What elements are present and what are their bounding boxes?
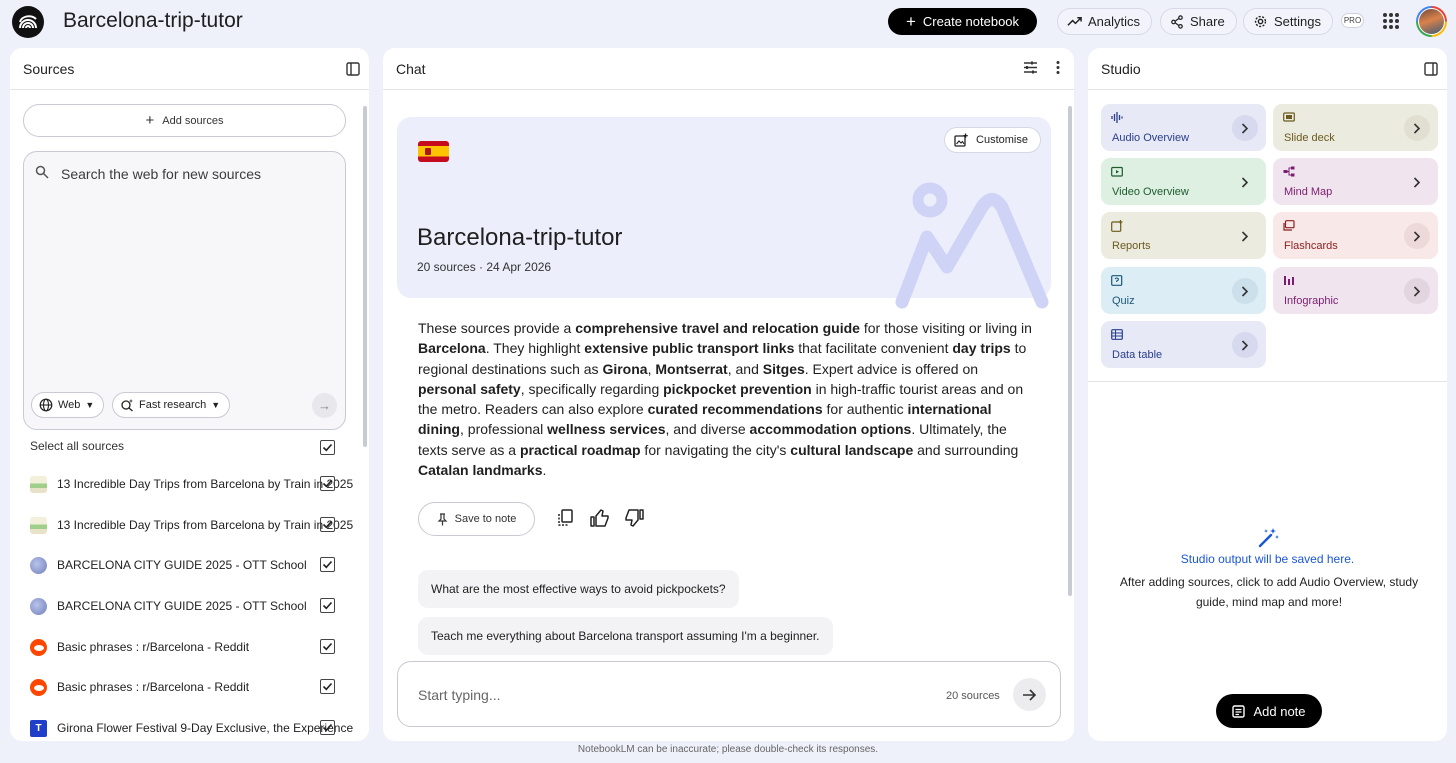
research-mode-dropdown[interactable] — [112, 392, 230, 418]
source-item[interactable] — [30, 474, 354, 494]
summary-text: , professional — [460, 421, 548, 438]
flashcards-icon — [1283, 220, 1295, 234]
summary-highlight: extensive public transport links — [584, 340, 795, 357]
add-note-label: Add note — [1253, 703, 1306, 719]
avatar[interactable] — [1416, 6, 1447, 37]
overview-meta: 20 sources · 24 Apr 2026 — [417, 260, 552, 274]
source-item[interactable] — [30, 555, 350, 575]
create-notebook-label: Create notebook — [922, 14, 1020, 29]
studio-empty-title: Studio output will be saved here. — [1180, 552, 1355, 566]
customise-button[interactable] — [944, 127, 1041, 153]
chat-panel — [383, 48, 1074, 741]
search-input[interactable]: Search the web for new sources — [61, 166, 261, 182]
globe-icon — [30, 557, 47, 574]
summary-text: for navigating the city's — [640, 441, 791, 458]
studio-title: Studio — [1101, 60, 1141, 77]
select-all-label: Select all sources — [30, 439, 125, 453]
source-checkbox[interactable] — [320, 720, 335, 735]
sources-panel — [10, 48, 369, 741]
collapse-panel-icon[interactable] — [1424, 62, 1438, 76]
summary-text: . Expert advice is offered on — [804, 360, 979, 377]
settings-label: Settings — [1274, 14, 1321, 29]
disclaimer-footer: NotebookLM can be inaccurate; please double-check its responses. — [577, 744, 879, 755]
summary-highlight: personal safety — [418, 380, 521, 397]
source-title: 13 Incredible Day Trips from Barcelona by Train in 2025 — [57, 477, 354, 491]
summary-highlight: Catalan landmarks — [418, 462, 543, 479]
gear-icon — [1253, 14, 1268, 29]
more-vert-icon[interactable] — [1056, 60, 1060, 75]
pin-icon — [437, 513, 448, 526]
data-table-icon — [1111, 329, 1123, 343]
chat-title: Chat — [396, 60, 426, 77]
suggested-question[interactable]: Teach me everything about Barcelona transport assuming I'm a beginner. — [418, 617, 833, 655]
globe-icon — [30, 598, 47, 615]
save-to-note-button[interactable] — [418, 502, 535, 536]
summary-highlight: Sitges — [762, 360, 805, 377]
settings-button[interactable] — [1243, 8, 1333, 35]
studio-tile-video-overview[interactable] — [1101, 158, 1266, 205]
source-title: Basic phrases : r/Barcelona - Reddit — [57, 640, 250, 654]
source-title: Basic phrases : r/Barcelona - Reddit — [57, 680, 250, 694]
reddit-icon — [30, 639, 47, 656]
source-item[interactable] — [30, 637, 350, 657]
summary-text: , — [647, 360, 656, 377]
source-item[interactable] — [30, 596, 350, 616]
chevron-right-icon[interactable] — [1232, 332, 1258, 358]
share-button[interactable] — [1160, 8, 1237, 35]
studio-empty-description: After adding sources, click to add Audio Overview, study guide, mind map and more! — [1119, 575, 1419, 609]
infographic-icon — [1283, 275, 1295, 289]
summary-highlight: practical roadmap — [519, 441, 641, 458]
apps-grid-icon[interactable] — [1383, 13, 1399, 29]
reports-icon — [1111, 220, 1123, 235]
divider — [1088, 381, 1447, 382]
globe-icon — [39, 398, 53, 412]
submit-search-button[interactable] — [312, 393, 337, 418]
chevron-right-icon[interactable] — [1232, 169, 1258, 195]
share-icon — [1170, 15, 1184, 29]
pro-badge: PRO — [1341, 13, 1364, 28]
notebooklm-logo-icon[interactable] — [12, 6, 44, 38]
source-checkbox[interactable] — [320, 639, 335, 654]
studio-tile-label: Slide deck — [1284, 132, 1335, 144]
source-checkbox[interactable] — [320, 598, 335, 613]
summary-highlight: day trips — [952, 340, 1011, 357]
studio-tile-label: Data table — [1112, 349, 1163, 361]
slides-icon — [1283, 112, 1295, 126]
audio-waveform-icon — [1111, 112, 1123, 126]
site-favicon — [30, 517, 47, 534]
source-item[interactable] — [30, 515, 354, 535]
t-icon: T — [30, 720, 47, 737]
studio-tile-data-table[interactable] — [1101, 321, 1266, 368]
source-item[interactable] — [30, 718, 354, 738]
overview-title: Barcelona-trip-tutor — [417, 224, 623, 251]
web-search-box[interactable] — [23, 151, 346, 430]
studio-tile-label: Reports — [1112, 240, 1151, 252]
save-to-note-label: Save to note — [454, 513, 517, 525]
summary-text: for those visiting or living in — [859, 320, 1032, 336]
sources-scrollbar[interactable] — [363, 106, 367, 447]
studio-tile-label: Infographic — [1284, 295, 1339, 307]
notebook-title[interactable]: Barcelona-trip-tutor — [63, 9, 243, 32]
customise-label: Customise — [976, 134, 1028, 146]
summary-highlight: international dining — [418, 401, 992, 438]
trending-up-icon — [1067, 14, 1082, 29]
thumbs-up-icon[interactable] — [590, 509, 610, 527]
chat-composer[interactable] — [397, 661, 1061, 727]
studio-tile-label: Video Overview — [1112, 186, 1189, 198]
summary-highlight: comprehensive travel and relocation guide — [575, 320, 860, 336]
summary-highlight: wellness services — [547, 421, 666, 438]
select-all-checkbox[interactable] — [320, 440, 335, 455]
note-icon — [1232, 705, 1245, 718]
source-checkbox[interactable] — [320, 517, 335, 532]
summary-text: . They highlight — [485, 340, 585, 357]
source-title: BARCELONA CITY GUIDE 2025 - OTT School — [57, 558, 307, 572]
summary-highlight: Montserrat — [655, 360, 728, 377]
share-label: Share — [1190, 14, 1225, 29]
analytics-button[interactable] — [1057, 8, 1152, 35]
search-icon — [35, 165, 49, 179]
notebook-overview-card — [397, 117, 1051, 298]
chat-header — [383, 48, 1074, 90]
studio-tile-infographic[interactable] — [1273, 267, 1438, 314]
arrow-right-icon — [1022, 688, 1037, 702]
studio-tile-flashcards[interactable] — [1273, 212, 1438, 259]
add-sources-label: Add sources — [162, 114, 224, 127]
source-checkbox[interactable] — [320, 679, 335, 694]
chevron-right-icon[interactable] — [1404, 169, 1430, 195]
chevron-right-icon[interactable] — [1404, 115, 1430, 141]
analytics-label: Analytics — [1088, 14, 1141, 29]
sparkle-search-icon — [120, 398, 134, 412]
summary-text: , specifically regarding — [520, 380, 664, 397]
sources-title: Sources — [23, 60, 75, 77]
plus-icon: + — [905, 12, 916, 31]
arrow-right-icon: → — [318, 398, 331, 413]
summary-text: These sources provide a — [418, 320, 576, 336]
summary-highlight: accommodation options — [749, 421, 912, 438]
studio-tile-label: Flashcards — [1284, 240, 1338, 252]
summary-highlight: cultural landscape — [790, 441, 914, 458]
sources-header — [10, 48, 369, 90]
studio-tile-quiz[interactable] — [1101, 267, 1266, 314]
studio-tile-reports[interactable] — [1101, 212, 1266, 259]
source-title: Girona Flower Festival 9-Day Exclusive, the Experience — [57, 721, 354, 735]
studio-tile-label: Mind Map — [1284, 186, 1333, 198]
spain-flag-icon — [418, 141, 449, 162]
add-sources-button[interactable] — [23, 104, 346, 137]
suggested-question[interactable]: What are the most effective ways to avoid pickpockets? — [418, 570, 739, 608]
copy-icon[interactable] — [557, 509, 574, 527]
chat-scrollbar[interactable] — [1068, 106, 1072, 596]
studio-header — [1088, 48, 1447, 90]
source-checkbox[interactable] — [320, 476, 335, 491]
source-title: 13 Incredible Day Trips from Barcelona by Train in 2025 — [57, 518, 354, 532]
studio-tile-label: Audio Overview — [1112, 132, 1190, 144]
summary-highlight: pickpocket prevention — [663, 380, 812, 397]
add-note-button[interactable] — [1216, 694, 1322, 728]
site-favicon — [30, 476, 47, 493]
tune-icon[interactable] — [1023, 60, 1038, 75]
collapse-panel-icon[interactable] — [346, 62, 360, 76]
studio-panel — [1088, 48, 1447, 741]
studio-tile-slide-deck[interactable] — [1273, 104, 1438, 151]
plus-icon: + — [145, 112, 155, 129]
summary-text: for authentic — [822, 401, 908, 418]
chevron-right-icon[interactable] — [1232, 278, 1258, 304]
summary-text: , and — [727, 360, 763, 377]
magic-wand-icon — [1257, 527, 1279, 549]
studio-tile-label: Quiz — [1112, 295, 1135, 307]
notebook-summary — [418, 318, 1038, 480]
studio-tile-mind-map[interactable] — [1273, 158, 1438, 205]
send-button[interactable] — [1013, 678, 1046, 711]
web-dropdown[interactable] — [31, 392, 104, 418]
summary-text: . — [542, 462, 547, 479]
chevron-right-icon[interactable] — [1232, 115, 1258, 141]
chevron-right-icon[interactable] — [1232, 223, 1258, 249]
create-notebook-button[interactable] — [888, 8, 1037, 35]
source-item[interactable] — [30, 677, 350, 697]
summary-text: and surrounding — [913, 441, 1019, 458]
video-icon — [1111, 166, 1123, 180]
summary-text: in high-traffic tourist areas and on the metro. Readers can also explore — [418, 380, 1024, 418]
summary-text: . Ultimately, the texts serve as a — [418, 421, 1007, 458]
summary-text: to regional destinations such as — [418, 340, 1027, 377]
summary-highlight: Barcelona — [418, 340, 486, 357]
summary-text: that facilitate convenient — [794, 340, 953, 357]
reddit-icon — [30, 679, 47, 696]
summary-highlight: Girona — [602, 360, 648, 377]
chevron-down-icon: ▼ — [85, 400, 95, 410]
studio-tile-audio-overview[interactable] — [1101, 104, 1266, 151]
quiz-icon — [1111, 275, 1123, 289]
chat-input[interactable]: Start typing... — [418, 687, 501, 703]
chevron-down-icon: ▼ — [211, 400, 221, 410]
source-checkbox[interactable] — [320, 557, 335, 572]
top-bar — [0, 0, 1456, 44]
source-count: 20 sources — [946, 690, 1000, 702]
image-edit-icon — [954, 133, 968, 147]
thumbs-down-icon[interactable] — [624, 509, 644, 527]
source-title: BARCELONA CITY GUIDE 2025 - OTT School — [57, 599, 307, 613]
chevron-right-icon[interactable] — [1404, 223, 1430, 249]
decorative-illustration-icon — [892, 182, 1052, 302]
mind-map-icon — [1283, 166, 1295, 180]
research-chip-label: Fast research — [139, 399, 207, 411]
summary-text: , and diverse — [665, 421, 750, 438]
web-chip-label: Web — [58, 399, 81, 411]
chevron-right-icon[interactable] — [1404, 278, 1430, 304]
summary-highlight: curated recommendations — [647, 401, 823, 418]
